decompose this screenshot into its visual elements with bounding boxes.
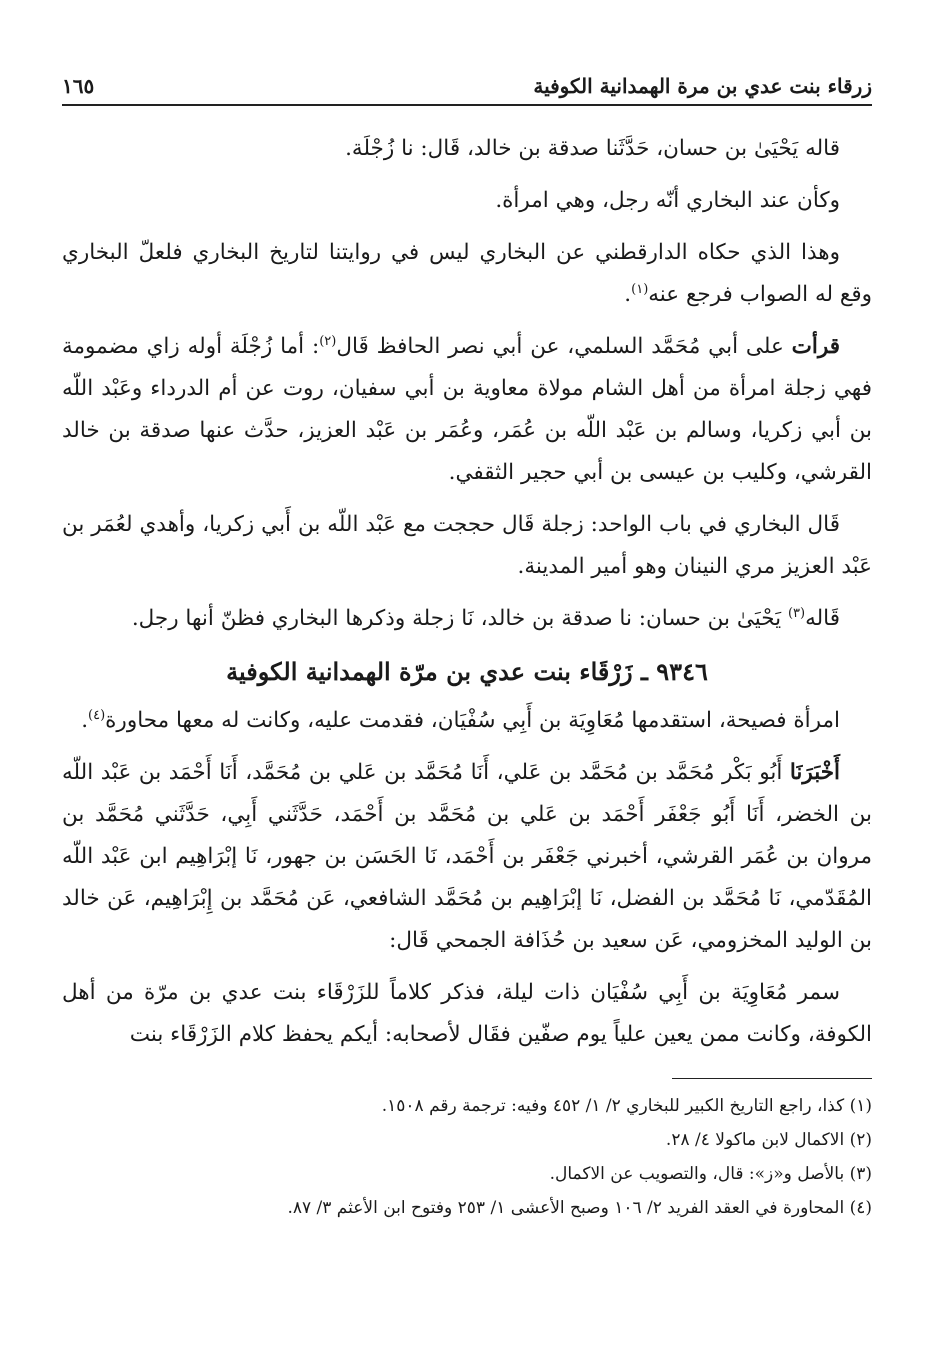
page bbox=[62, 58, 872, 1225]
running-title: زرقاء بنت عدي بن مرة الهمدانية الكوفية bbox=[533, 74, 872, 98]
footnote: (١) كذا، راجع التاريخ الكبير للبخاري ٢/ ١/ ٤٥٢ وفيه: ترجمة رقم ١٥٠٨. bbox=[381, 1096, 872, 1116]
paragraph-text: قَاله bbox=[805, 606, 840, 631]
footnote-marker: (٢) bbox=[319, 333, 337, 349]
isnad-paragraph bbox=[62, 752, 872, 962]
paragraph bbox=[62, 598, 872, 640]
paragraph bbox=[62, 232, 872, 316]
paragraph: قَال البخاري في باب الواحد: زجلة قَال حججت مع عَبْد اللّه بن أَبي زكريا، وأهدي لعُمَر بن عَبْد العزيز مري النينان وهو أمير المدينة. bbox=[62, 512, 872, 579]
footnote-marker: (٣) bbox=[787, 605, 806, 621]
entry-heading: ٩٣٤٦ ـ زَرْقَاء بنت عدي بن مرّة الهمدانية الكوفية bbox=[226, 657, 708, 686]
main-text bbox=[62, 128, 872, 1056]
paragraph-text: على أبي مُحَمَّد السلمي، عن أبي نصر الحافظ قَال bbox=[336, 334, 784, 359]
akhbarana-word: أَخْبَرَنَا bbox=[789, 760, 840, 785]
paragraph: وكأن عند البخاري أنّه رجل، وهي امرأة. bbox=[495, 188, 840, 213]
paragraph-end: . bbox=[81, 708, 89, 733]
paragraph-text: وهذا الذي حكاه الدارقطني عن البخاري ليس في روايتنا لتاريخ البخاري فلعلّ البخاري وقع له الصواب فرجع عنه bbox=[62, 240, 872, 307]
paragraph bbox=[62, 326, 872, 494]
paragraph-text: يَحْيَىٰ بن حسان: نا صدقة بن خالد، نَا زجلة وذكرها البخاري فظنّ أنها رجل. bbox=[131, 606, 788, 631]
paragraph: قاله يَحْيَىٰ بن حسان، حَدَّثَنا صدقة بن خالد، قَال: نا زُجْلَة. bbox=[345, 136, 840, 161]
paragraph-end: . bbox=[624, 282, 632, 307]
running-header bbox=[62, 58, 872, 98]
paragraph-text: أَبُو بَكْر مُحَمَّد بن مُحَمَّد بن عَلي، أَنَا مُحَمَّد بن عَلي بن مُحَمَّد، أَنَا أَحْمَد بن عَبْد اللّه بن الخضر، أَنَا أَبُو جَعْفَر أَحْمَد بن عَلي بن مُحَمَّد بن أَحْمَد، حَدَّثَني أَبِي، حَدَّثَني مُحَمَّد بن مروان بن عُمَر القرشي، أخبرني جَعْفَر بن أَحْمَد، نَا الحَسَن بن جهور، نَا إبْرَاهِيم ابن عَبْد اللّه المُقَدّمي، نَا مُحَمَّد بن الفضل، نَا إبْرَاهِيم بن مُحَمَّد الشافعي، عَن مُحَمَّد بن إِبْرَاهِيم، عَن خالد بن الوليد المخزومي، عَن سعيد بن حُذَافة الجمحي قَال: bbox=[62, 760, 872, 953]
footnotes bbox=[62, 1089, 872, 1225]
footnote: (٣) بالأصل و«ز»: قال، والتصويب عن الاكمال. bbox=[549, 1164, 872, 1184]
paragraph-text: امرأة فصيحة، استقدمها مُعَاوِيَة بن أَبِي سُفْيَان، فقدمت عليه، وكانت له معها محاورة bbox=[105, 708, 840, 733]
story-paragraph: سمر مُعَاوِيَة بن أَبِي سُفْيَان ذات ليلة، فذكر كلاماً للزَرْقَاء بنت عدي بن مرّة من أهل الكوفة، وكانت ممن يعين علياً يوم صفّين فقَال لأصحابه: أيكم يحفظ كلام الزَرْقَاء بنت bbox=[62, 980, 872, 1047]
qara-at-word: قرأت bbox=[791, 334, 840, 359]
paragraph-text: : أما زُجْلَة أوله زاي مضمومة فهي زجلة امرأة من أهل الشام مولاة معاوية بن أبي سفيان، روت عن أم الدرداء وعَبْد اللّه بن أبي زكريا، وسالم بن عَبْد اللّه بن عُمَر، وعُمَر بن عَبْد العزيز، حدَّث عنها صدقة بن خالد القرشي، وكليب بن عيسى بن أبي حجير الثقفي. bbox=[62, 334, 872, 485]
header-rule bbox=[62, 104, 872, 106]
entry-intro bbox=[62, 700, 872, 742]
footnote: (٢) الاكمال لابن ماكولا ٤/ ٢٨. bbox=[665, 1130, 872, 1150]
footnote-marker: (١) bbox=[631, 281, 649, 297]
page-number: ١٦٥ bbox=[62, 74, 95, 98]
footnote-rule bbox=[672, 1078, 872, 1079]
footnote-marker: (٤) bbox=[88, 707, 106, 723]
footnote: (٤) المحاورة في العقد الفريد ٢/ ١٠٦ وصبح الأعشى ١/ ٢٥٣ وفتوح ابن الأعثم ٣/ ٨٧. bbox=[287, 1198, 872, 1218]
